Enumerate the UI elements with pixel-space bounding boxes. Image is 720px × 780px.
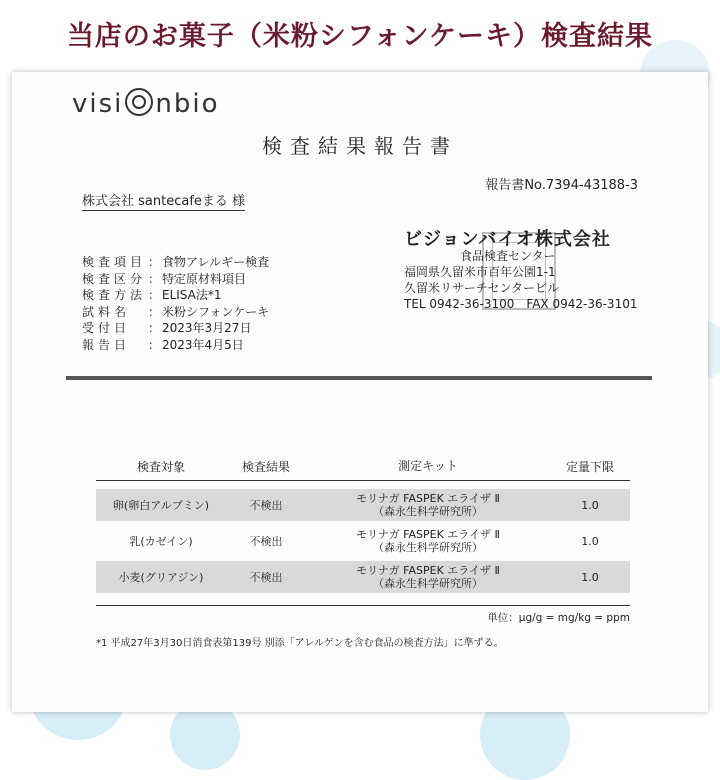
info-colon: ： [148,288,161,302]
company-building: 久留米リサーチセンタービル [404,281,560,295]
kit-name: モリナガ FASPEK エライザ Ⅱ [356,492,500,505]
info-row [82,254,269,271]
cell-kit [306,492,550,518]
logo-ring-icon [125,88,153,116]
cell-limit: 1.0 [581,498,599,512]
table-row [96,561,630,593]
info-label: 報告日 [82,337,131,352]
info-row [82,271,269,288]
cell-limit: 1.0 [581,570,599,584]
info-value: 特定原材料項目 [162,271,247,286]
info-value: 2023年4月5日 [162,337,244,352]
header-limit: 定量下限 [565,459,614,474]
report-sheet [12,72,708,712]
table-row [96,525,630,557]
document-title: 検査結果報告書 [262,134,458,158]
info-row [82,337,269,354]
company-address: 福岡県久留米市百年公園1-1 [404,265,556,279]
cell-target: 卵(卵白アルブミン) [112,499,210,512]
info-label: 試料名 [82,304,131,319]
info-label: 検査区分 [82,271,147,286]
page-title: 当店のお菓子（米粉シフォンケーキ）検査結果 [66,21,654,52]
info-value: ELISA法*1 [162,288,222,302]
cell-kit [306,528,550,554]
info-label: 検査方法 [82,288,147,302]
cell-target: 小麦(グリアジン) [118,571,204,584]
kit-name: モリナガ FASPEK エライザ Ⅱ [356,528,500,541]
cell-limit: 1.0 [581,534,599,548]
logo-text-start: visi [72,89,124,119]
kit-maker: （森永生科学研究所） [373,577,483,590]
logo-text-end: nbio [155,89,220,119]
table-row [96,489,630,521]
info-row [82,320,269,337]
info-label: 受付日 [82,321,131,335]
info-colon: ： [148,304,161,319]
info-label: 検査項目 [82,255,147,269]
company-department: 食品検査センター [460,249,556,263]
cell-result: 不検出 [249,571,283,584]
report-number: 報告書No.7394-43188-3 [485,178,638,193]
info-row [82,304,269,321]
info-colon: ： [148,337,161,352]
header-result: 検査結果 [241,459,290,474]
kit-name: モリナガ FASPEK エライザ Ⅱ [356,564,500,577]
cell-result: 不検出 [249,535,283,548]
info-colon: ： [148,255,161,269]
header-kit: 測定キット [398,458,458,473]
header-target: 検査対象 [136,459,185,474]
kit-maker: （森永生科学研究所） [373,541,483,554]
cell-kit [306,564,550,590]
company-name: ビジョンバイオ株式会社 [404,229,611,250]
section-divider [66,376,652,380]
table-body [96,481,630,593]
info-value: 食物アレルギー検査 [162,255,270,269]
info-value: 2023年3月27日 [162,321,252,335]
info-colon: ： [148,321,161,335]
info-value: 米粉シフォンケーキ [162,304,270,319]
visionbio-logo [72,88,220,119]
table-bottom-rule [96,605,630,606]
info-row [82,287,269,304]
results-table [96,452,630,625]
company-contact: TEL 0942-36-3100 FAX 0942-36-3101 [404,297,638,311]
cell-target: 乳(カゼイン) [129,535,193,548]
info-colon: ： [148,271,161,286]
table-header [96,452,630,481]
footnote: *1 平成27年3月30日消食表第139号 別添「アレルゲンを含む食品の検査方法」に準ずる。 [96,638,504,649]
client-name: 株式会社 santecafeまる 様 [82,190,245,211]
test-info [82,254,269,353]
kit-maker: （森永生科学研究所） [373,505,483,518]
unit-note: 単位：μg/g = mg/kg = ppm [487,612,630,624]
cell-result: 不検出 [249,499,283,512]
company-info [404,229,654,312]
